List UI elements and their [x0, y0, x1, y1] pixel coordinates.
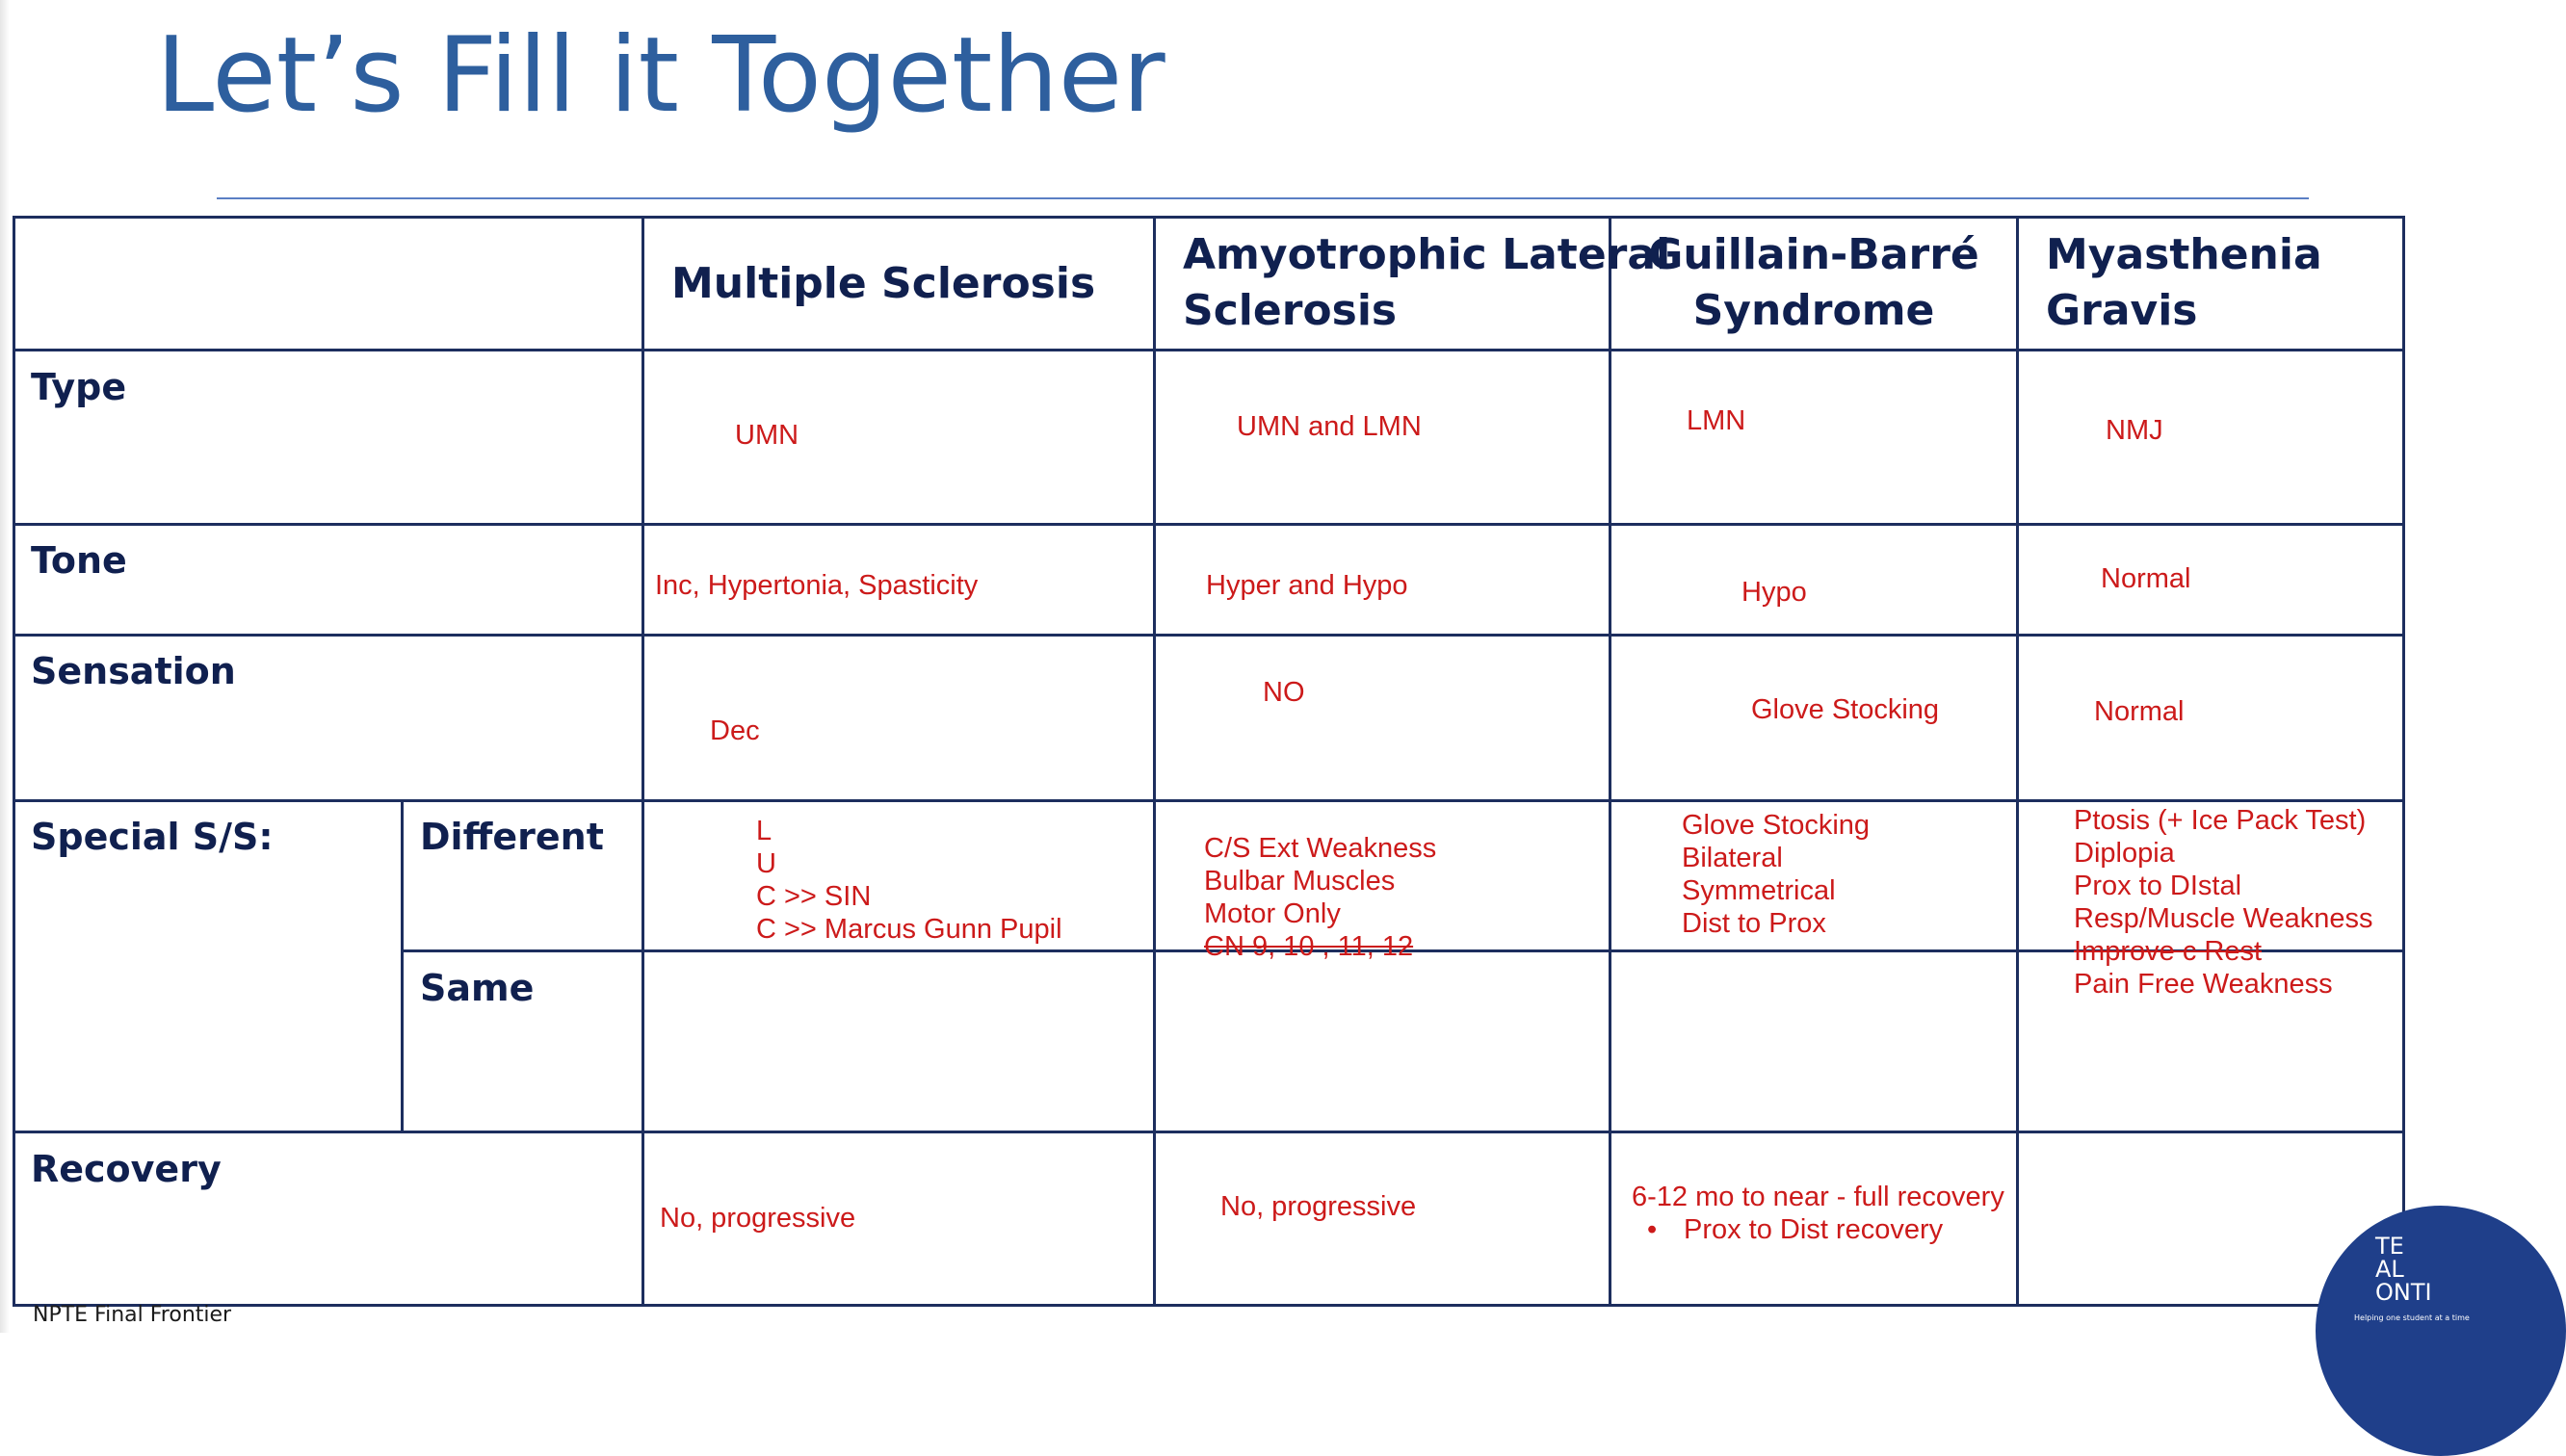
list-item: L: [756, 816, 772, 846]
cell-sensation-mg: Normal: [2094, 696, 2185, 727]
header-als-line1: Amyotrophic Lateral: [1183, 230, 1671, 279]
list-item: Prox to DIstal: [2074, 871, 2242, 901]
row-label-recovery: Recovery: [31, 1148, 222, 1190]
table-rule-col-als: [1153, 216, 1156, 1307]
recovery-gbs-line2: Prox to Dist recovery: [1684, 1214, 1944, 1245]
cell-recovery-gbs: [1632, 1181, 2004, 1246]
title-divider: [217, 197, 2309, 199]
cell-different-mg: [2074, 804, 2373, 1001]
slide-title: Let’s Fill it Together: [156, 15, 1165, 136]
npte-logo: [2316, 1206, 2566, 1456]
list-item: C/S Ext Weakness: [1204, 833, 1437, 864]
bullet-icon: •: [1647, 1214, 1658, 1245]
cell-type-ms: UMN: [735, 420, 799, 451]
list-item: Bilateral: [1682, 843, 1783, 873]
table-border-right: [2402, 216, 2405, 1307]
list-item: CN 9, 10 , 11, 12: [1204, 931, 1414, 962]
list-item: Improve c Rest: [2074, 936, 2262, 967]
recovery-gbs-bullet-item: [1632, 1213, 2004, 1246]
header-gbs-line2: Syndrome: [1692, 286, 1935, 335]
header-mg-line1: Myasthenia: [2046, 230, 2322, 279]
header-gbs: [1611, 227, 2016, 339]
table-rule-tone: [13, 523, 2405, 526]
table-rule-same: [13, 1131, 2405, 1133]
table-border-bottom: [13, 1304, 2405, 1307]
table-rule-type: [13, 349, 2405, 351]
list-item: Dist to Prox: [1682, 908, 1826, 939]
cell-different-als: [1204, 832, 1436, 963]
header-multiple-sclerosis: Multiple Sclerosis: [671, 259, 1096, 308]
list-item: Pain Free Weakness: [2074, 969, 2333, 1000]
list-item: C >> SIN: [756, 881, 872, 912]
table-rule-col-mg: [2016, 216, 2019, 1307]
cell-different-ms: [756, 815, 1062, 946]
cell-tone-gbs: Hypo: [1741, 577, 1807, 608]
row-label-tone: Tone: [31, 539, 127, 582]
row-label-sensation: Sensation: [31, 650, 236, 692]
cell-type-als: UMN and LMN: [1237, 411, 1422, 442]
list-item: Glove Stocking: [1682, 810, 1871, 841]
header-mg: [2046, 227, 2322, 339]
cell-different-gbs: [1682, 809, 1870, 940]
header-als: [1183, 227, 1670, 339]
table-rule-col-ms: [642, 216, 644, 1307]
recovery-gbs-line1: 6-12 mo to near - full recovery: [1632, 1182, 2004, 1212]
table-rule-sensation: [13, 634, 2405, 637]
list-item: Ptosis (+ Ice Pack Test): [2074, 805, 2367, 836]
cell-sensation-ms: Dec: [710, 715, 760, 746]
header-gbs-line1: Guillain-Barré: [1648, 230, 1979, 279]
row-label-type: Type: [31, 366, 127, 408]
list-item: Bulbar Muscles: [1204, 866, 1396, 897]
cell-type-mg: NMJ: [2106, 415, 2163, 446]
row-label-different: Different: [420, 816, 604, 858]
cell-recovery-als: No, progressive: [1220, 1191, 1417, 1222]
logo-text: TE AL ONTI: [2375, 1233, 2432, 1306]
header-mg-line2: Gravis: [2046, 286, 2198, 335]
list-item: Diplopia: [2074, 838, 2175, 869]
cell-sensation-gbs: Glove Stocking: [1751, 694, 1940, 725]
row-label-same: Same: [420, 967, 535, 1009]
cell-sensation-als: NO: [1263, 677, 1305, 708]
cell-tone-mg: Normal: [2101, 563, 2191, 594]
table-border-left: [13, 216, 15, 1307]
list-item: Resp/Muscle Weakness: [2074, 903, 2373, 934]
cell-tone-als: Hyper and Hypo: [1206, 570, 1408, 601]
table-rule-col-gbs: [1609, 216, 1611, 1307]
header-als-line2: Sclerosis: [1183, 286, 1398, 335]
slide-footer: NPTE Final Frontier: [33, 1303, 232, 1327]
list-item: Motor Only: [1204, 898, 1341, 929]
list-item: U: [756, 848, 776, 879]
logo-tagline: Helping one student at a time: [2354, 1313, 2470, 1322]
list-item: C >> Marcus Gunn Pupil: [756, 914, 1062, 945]
list-item: Symmetrical: [1682, 875, 1836, 906]
slide-edge-shadow: [0, 0, 10, 1333]
table-rule-subcol: [401, 799, 404, 1133]
table-border-top: [13, 216, 2405, 219]
table-rule-special: [13, 799, 2405, 802]
cell-recovery-ms: No, progressive: [660, 1203, 856, 1234]
cell-type-gbs: LMN: [1687, 405, 1746, 436]
row-label-special: Special S/S:: [31, 816, 274, 858]
cell-tone-ms: Inc, Hypertonia, Spasticity: [655, 570, 979, 601]
